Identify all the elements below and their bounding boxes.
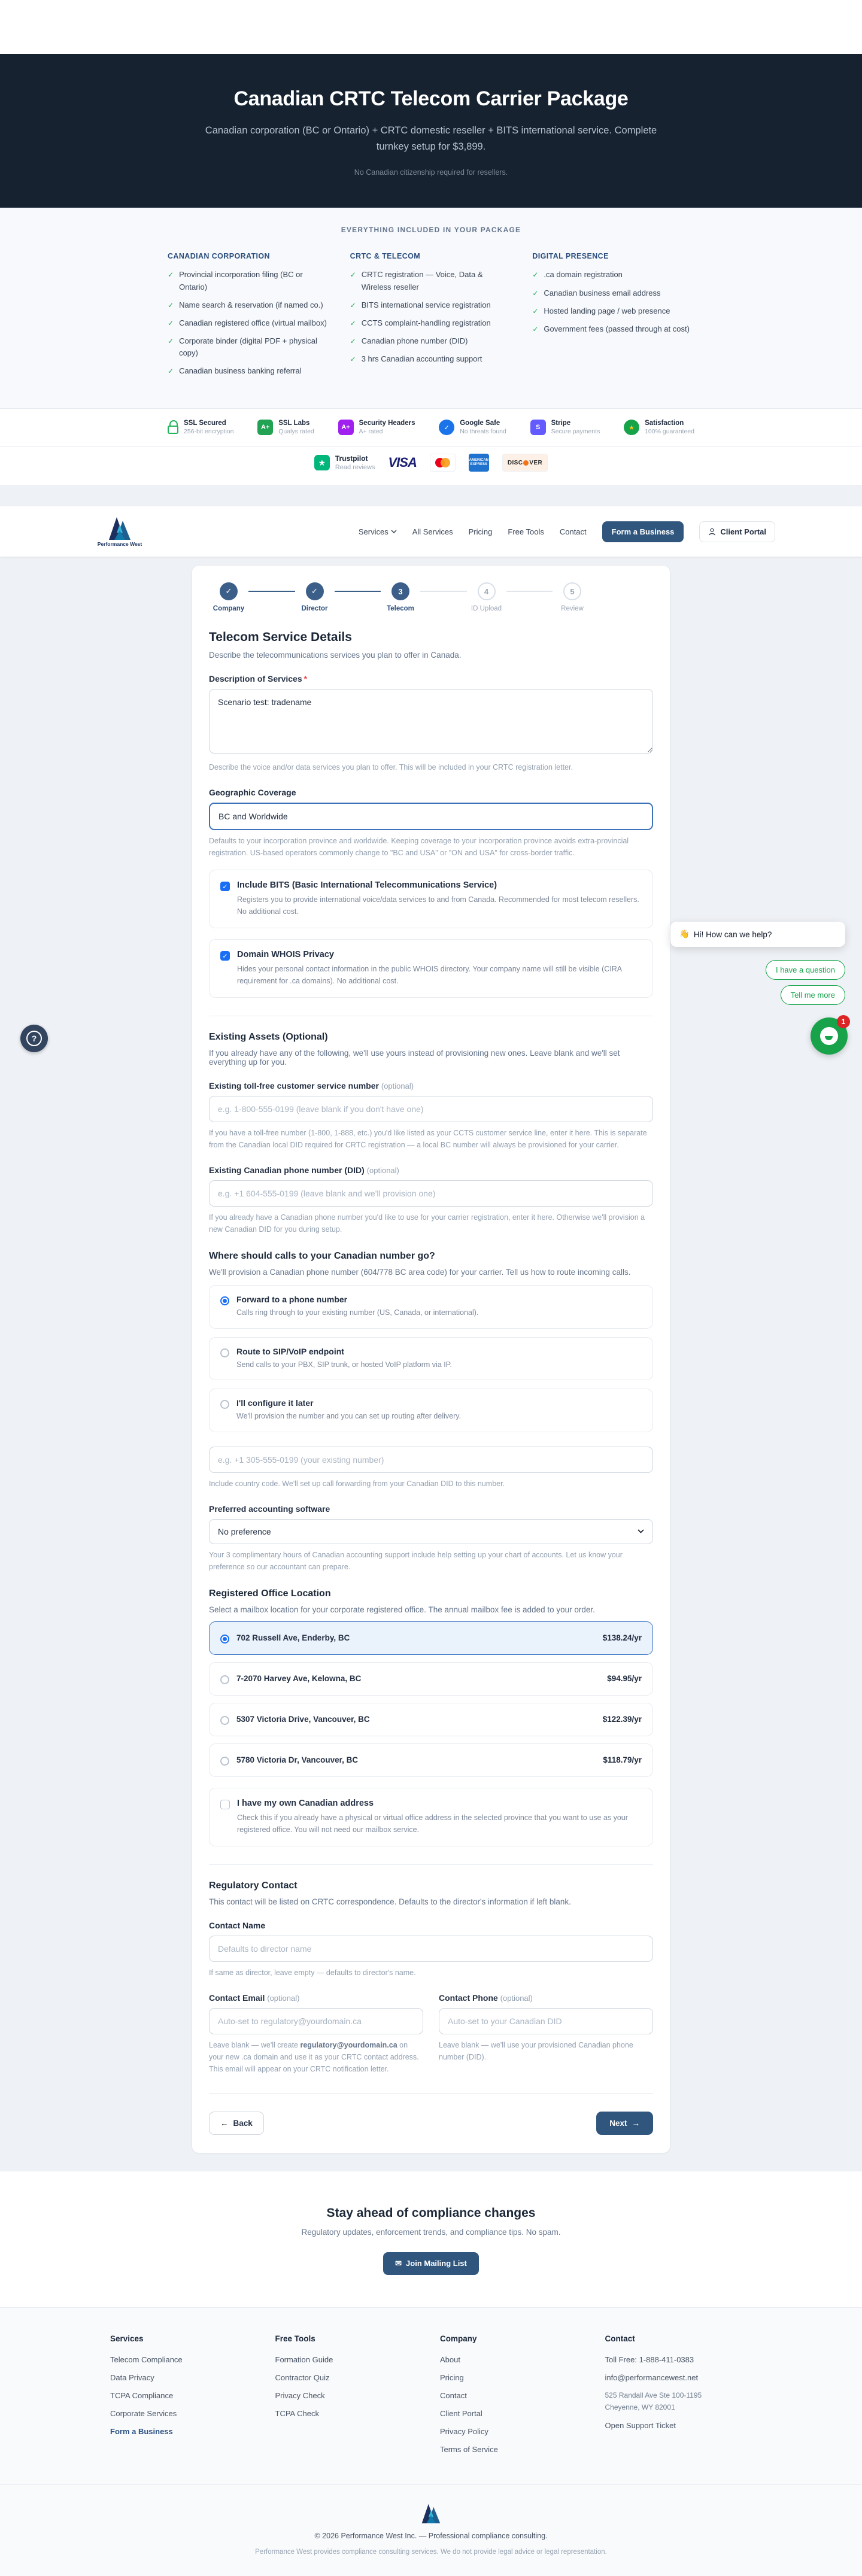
list-item-text: Government fees (passed through at cost) (544, 324, 690, 333)
list-item (350, 269, 512, 293)
list-item (168, 335, 330, 359)
existing-assets-subtitle: If you already have any of the following, we'll use yours instead of provisioning new ones. Leave blank and we'll set everything up for you. (209, 1049, 620, 1067)
footer-link-privacy-policy[interactable]: Privacy Policy (440, 2426, 488, 2436)
badge-google-safe (439, 420, 506, 435)
back-button[interactable]: ← Back (209, 2112, 264, 2135)
check-icon: ✓ (350, 318, 356, 327)
list-item (532, 305, 694, 317)
tollfree-label: Existing toll-free customer service number (optional) (209, 1081, 414, 1091)
footer-link-formation-guide[interactable]: Formation Guide (275, 2355, 333, 2364)
brand-logo[interactable] (87, 516, 153, 547)
radio-icon[interactable] (220, 1348, 229, 1357)
divider (209, 1864, 653, 1865)
list-item (350, 353, 512, 365)
trustpilot-badge[interactable] (314, 454, 375, 471)
step-label: ID Upload (471, 605, 502, 613)
included-column-corporation (168, 252, 330, 383)
chat-bubble-icon (820, 1027, 838, 1045)
bits-label: Include BITS (Basic International Telecommunications Service) (237, 880, 497, 891)
step-label: Company (213, 605, 245, 613)
contact-name-input[interactable] (209, 1936, 653, 1962)
radio-selected-icon[interactable] (220, 1296, 229, 1305)
coverage-label: Geographic Coverage (209, 788, 296, 798)
check-icon: ✓ (350, 271, 356, 280)
office-address: 5780 Victoria Dr, Vancouver, BC (236, 1755, 359, 1765)
list-item (350, 299, 512, 311)
chevron-down-icon (638, 1529, 644, 1533)
chat-quick-reply-question[interactable]: I have a question (766, 960, 845, 980)
footer-link-terms[interactable]: Terms of Service (440, 2444, 498, 2454)
mountain-logo-icon (107, 516, 133, 540)
radio-icon[interactable] (220, 1716, 229, 1725)
nav-item-pricing[interactable]: Pricing (468, 527, 493, 536)
hero-title: Canadian CRTC Telecom Carrier Package (233, 87, 629, 110)
optional-tag: (optional) (366, 1166, 399, 1175)
top-whitespace (0, 0, 862, 54)
step-circle: ✓ (306, 582, 324, 600)
column-title: CANADIAN CORPORATION (168, 252, 270, 261)
forward-number-input[interactable] (209, 1447, 653, 1473)
office-price: $94.95/yr (607, 1674, 642, 1684)
step-connector (420, 591, 467, 592)
nav-item-services[interactable]: Services (359, 527, 397, 536)
badge-ssl-secured (168, 420, 233, 435)
list-item (350, 317, 512, 329)
column-title: DIGITAL PRESENCE (532, 252, 609, 261)
regulatory-subtitle: This contact will be listed on CRTC correspondence. Defaults to the director's information if left blank. (209, 1897, 571, 1906)
step-review[interactable] (553, 582, 592, 612)
checkbox-checked-icon[interactable]: ✓ (220, 882, 230, 891)
optional-tag: (optional) (381, 1082, 414, 1091)
amex-logo: AMERICAN EXPRESS (469, 454, 489, 472)
check-icon: ✓ (532, 324, 539, 333)
own-address-label: I have my own Canadian address (237, 1798, 374, 1808)
list-item-text: Canadian phone number (DID) (361, 336, 468, 345)
routing-title: Where should calls to your Canadian number go? (209, 1251, 435, 1262)
footer-heading: Services (110, 2334, 144, 2343)
contact-email-input[interactable] (209, 2008, 423, 2034)
footer-address-line1: 525 Randall Ave Ste 100-1195 (605, 2390, 702, 2399)
radio-selected-icon[interactable] (220, 1635, 229, 1644)
contact-name-label: Contact Name (209, 1920, 266, 1930)
included-column-digital (532, 252, 694, 383)
list-item (168, 365, 330, 377)
coverage-help: Defaults to your incorporation province and worldwide. Keeping coverage to your incorporation province avoids extra-provincial registration. US-based operators commonly change to "BC and USA" or "ON and USA" for cross-border traffic. (209, 837, 629, 858)
footer-link-data-privacy[interactable]: Data Privacy (110, 2373, 154, 2382)
nav-item-contact[interactable]: Contact (559, 527, 587, 536)
description-label: Description of Services * (209, 674, 308, 684)
check-icon: ✓ (350, 337, 356, 345)
routing-option-forward[interactable] (209, 1285, 653, 1328)
stripe-icon: S (530, 420, 546, 435)
badge-stripe (530, 420, 600, 435)
contact-phone-input[interactable] (439, 2008, 653, 2034)
office-option-victoria-drive[interactable] (209, 1703, 653, 1736)
wave-icon: 👋 (679, 929, 690, 938)
badge-title: Security Headers (359, 420, 415, 427)
chat-greeting-bubble[interactable] (670, 922, 845, 947)
brand-name: Performance West (97, 541, 142, 548)
checkbox-checked-icon[interactable]: ✓ (220, 951, 230, 961)
existing-assets-title: Existing Assets (Optional) (209, 1032, 328, 1043)
discover-circle-icon (523, 460, 529, 466)
footer-link-tcpa-compliance[interactable]: TCPA Compliance (110, 2390, 174, 2400)
footer-link-contractor-quiz[interactable]: Contractor Quiz (275, 2373, 330, 2382)
radio-icon[interactable] (220, 1400, 229, 1409)
own-address-checkbox-card[interactable] (209, 1788, 653, 1846)
list-item (532, 269, 694, 281)
list-item-text: CCTS complaint-handling registration (361, 318, 491, 327)
list-item-text: BITS international service registration (361, 300, 491, 309)
mailing-cta-section (0, 2171, 862, 2307)
chat-launcher-button[interactable] (811, 1017, 848, 1055)
did-input[interactable] (209, 1180, 653, 1207)
list-item-text: 3 hrs Canadian accounting support (361, 354, 482, 364)
badge-title: Satisfaction (645, 420, 684, 427)
check-shield-icon: ✓ (439, 420, 454, 435)
badge-sub: Secure payments (551, 428, 600, 436)
next-button[interactable]: Next → (596, 2112, 653, 2135)
bits-desc: Registers you to provide international voice/data services to and from Canada. Recommended for most telecom resellers. No additional cost. (237, 895, 639, 916)
accounting-selected-value: No preference (218, 1526, 271, 1536)
bits-checkbox-card[interactable] (209, 870, 653, 928)
list-item-text: Canadian business banking referral (179, 366, 302, 376)
badge-sub: No threats found (460, 428, 506, 436)
required-asterisk: * (303, 674, 308, 684)
check-icon: ✓ (350, 355, 356, 364)
check-icon: ✓ (532, 306, 539, 315)
client-portal-button[interactable] (699, 521, 775, 542)
step-connector (248, 591, 295, 592)
routing-option-label: Forward to a phone number (236, 1295, 348, 1305)
footer-link-tcpa-check[interactable]: TCPA Check (275, 2408, 319, 2418)
form-a-business-button[interactable]: Form a Business (602, 521, 684, 542)
routing-option-sip[interactable] (209, 1337, 653, 1380)
list-item-text: CRTC registration — Voice, Data & Wireless reseller (361, 270, 483, 291)
trustpilot-star-icon: ★ (314, 455, 330, 470)
star-icon: ★ (624, 420, 639, 435)
chat-unread-badge: 1 (837, 1015, 850, 1028)
badge-sub: 256-bit encryption (184, 428, 234, 436)
whois-label: Domain WHOIS Privacy (237, 950, 334, 960)
tollfree-help: If you have a toll-free number (1-800, 1-888, etc.) you'd like listed as your CCTS customer service line, enter it here. This is separate from the Canadian local DID required for CRTC registration — a local BC number will always be provisioned for your carrier. (209, 1129, 647, 1150)
office-title: Registered Office Location (209, 1588, 331, 1599)
list-item (168, 269, 330, 293)
routing-option-desc: Calls ring through to your existing number (US, Canada, or international). (236, 1308, 479, 1317)
radio-icon[interactable] (220, 1757, 229, 1766)
office-address: 5307 Victoria Drive, Vancouver, BC (236, 1715, 370, 1724)
description-textarea[interactable] (209, 689, 653, 754)
optional-tag: (optional) (500, 1993, 533, 2003)
wizard-panel (192, 565, 670, 2153)
footer-col-contact (605, 2334, 752, 2463)
page-subtitle: Describe the telecommunications services you plan to offer in Canada. (209, 651, 462, 660)
routing-option-desc: We'll provision the number and you can set up routing after delivery. (236, 1412, 462, 1421)
badge-satisfaction (624, 420, 694, 435)
step-connector (335, 591, 381, 592)
hero-section (0, 54, 862, 208)
accounting-help: Your 3 complimentary hours of Canadian accounting support include help setting up your chart of accounts. Let us know your preference so our accountant can prepare. (209, 1550, 623, 1571)
payments-strip (0, 446, 862, 485)
footer-col-company (440, 2334, 587, 2463)
included-column-telecom (350, 252, 512, 383)
list-item (532, 323, 694, 335)
discover-logo: DISC VER (502, 454, 548, 472)
list-item-text: .ca domain registration (544, 270, 623, 280)
office-price: $122.39/yr (602, 1715, 642, 1724)
contact-email-field (209, 1993, 423, 2075)
chat-quick-reply-more[interactable]: Tell me more (781, 985, 845, 1005)
office-price: $138.24/yr (602, 1633, 642, 1643)
own-address-desc: Check this if you already have a physical or virtual office address in the selected province that you want to use as your registered office. You will not need our mailbox service. (237, 1813, 628, 1834)
step-label: Review (561, 605, 584, 613)
tollfree-input[interactable] (209, 1096, 653, 1122)
footer-link-corporate-services[interactable]: Corporate Services (110, 2408, 177, 2418)
routing-subtitle: We'll provision a Canadian phone number (604/778 BC area code) for your carrier. Tell us how to route incoming calls. (209, 1268, 631, 1277)
hero-subtitle: Canadian corporation (BC or Ontario) + CRTC domestic reseller + BITS international service. Complete turnkey setup for $3,899. (205, 125, 657, 153)
list-item-text: Corporate binder (digital PDF + physical copy) (179, 336, 317, 358)
forward-number-help: Include country code. We'll set up call forwarding from your Canadian DID to this number. (209, 1479, 505, 1488)
badge-title: SSL Labs (278, 420, 310, 427)
badge-ssl-labs (257, 420, 314, 435)
routing-option-label: I'll configure it later (236, 1398, 314, 1408)
step-telecom[interactable] (381, 582, 420, 612)
included-section (0, 208, 862, 409)
nav-item-all-services[interactable]: All Services (412, 527, 453, 536)
footer-heading: Company (440, 2334, 477, 2343)
section-gap (0, 485, 862, 506)
footer-support-ticket[interactable]: Open Support Ticket (605, 2420, 676, 2430)
page-title: Telecom Service Details (209, 630, 352, 645)
whois-checkbox-card[interactable] (209, 939, 653, 998)
list-item (532, 287, 694, 299)
progress-stepper (209, 579, 592, 615)
office-option-victoria-dr[interactable] (209, 1743, 653, 1777)
chat-greeting-text: Hi! How can we help? (693, 929, 772, 939)
list-item (350, 335, 512, 347)
hero-note: No Canadian citizenship required for resellers. (354, 168, 508, 177)
office-price: $118.79/yr (603, 1755, 642, 1765)
description-help: Describe the voice and/or data services you plan to offer. This will be included in your CRTC registration letter. (209, 763, 573, 772)
office-option-enderby[interactable] (209, 1621, 653, 1655)
routing-option-label: Route to SIP/VoIP endpoint (236, 1346, 344, 1356)
included-heading: EVERYTHING INCLUDED IN YOUR PACKAGE (341, 226, 521, 235)
footer-link-client-portal[interactable]: Client Portal (440, 2408, 482, 2418)
trustpilot-link[interactable]: Read reviews (335, 464, 375, 472)
footer-link-privacy-check[interactable]: Privacy Check (275, 2390, 325, 2400)
step-circle: ✓ (220, 582, 238, 600)
list-item-text: Canadian registered office (virtual mailbox) (179, 318, 327, 327)
step-company[interactable] (209, 582, 248, 612)
footer-copyright: © 2026 Performance West Inc. — Professional compliance consulting. (314, 2531, 548, 2540)
included-columns (168, 252, 694, 383)
cta-subtitle: Regulatory updates, enforcement trends, and compliance tips. No spam. (301, 2227, 561, 2237)
contact-email-help: Leave blank — we'll create regulatory@yourdomain.ca on your new .ca domain and use it as your CRTC contact address. This email will appear on your CRTC notification letter. (209, 2040, 419, 2073)
check-icon: ✓ (168, 367, 174, 376)
footer-address-line2: Cheyenne, WY 82001 (605, 2402, 675, 2411)
step-circle: 3 (391, 582, 409, 600)
routing-option-desc: Send calls to your PBX, SIP trunk, or hosted VoIP platform via IP. (236, 1360, 452, 1369)
office-subtitle: Select a mailbox location for your corporate registered office. The annual mailbox fee is added to your order. (209, 1605, 595, 1614)
join-mailing-list-button[interactable]: ✉ Join Mailing List (383, 2252, 479, 2275)
footer-link-telecom-compliance[interactable]: Telecom Compliance (110, 2355, 183, 2364)
list-item-text: Name search & reservation (if named co.) (179, 300, 323, 309)
badge-title: Google Safe (460, 420, 500, 427)
badge-sub: 100% guaranteed (645, 428, 694, 436)
contact-phone-field (439, 1993, 653, 2075)
chevron-down-icon (391, 530, 397, 533)
visa-logo: VISA (388, 455, 417, 470)
did-label: Existing Canadian phone number (DID) (optional) (209, 1165, 399, 1175)
accounting-label: Preferred accounting software (209, 1503, 330, 1514)
list-item-text: Provincial incorporation filing (BC or Ontario) (179, 270, 303, 291)
step-circle: 4 (478, 582, 496, 600)
check-icon: ✓ (350, 300, 356, 309)
step-circle: 5 (563, 582, 581, 600)
coverage-input[interactable] (209, 803, 653, 830)
office-address: 702 Russell Ave, Enderby, BC (236, 1633, 350, 1643)
regulatory-title: Regulatory Contact (209, 1880, 298, 1891)
step-label: Telecom (387, 605, 414, 613)
client-portal-label: Client Portal (720, 527, 766, 536)
footer-link-about[interactable]: About (440, 2355, 460, 2364)
whois-desc: Hides your personal contact information in the public WHOIS directory. Your company name will still be visible (CIRA requirement for .ca domains). No additional cost. (237, 965, 622, 986)
mountain-logo-icon (420, 2503, 442, 2523)
step-connector (506, 591, 553, 592)
step-id-upload[interactable] (467, 582, 506, 612)
checkbox-unchecked-icon[interactable] (220, 1800, 230, 1809)
question-mark-icon: ? (26, 1031, 42, 1046)
mastercard-logo (430, 454, 456, 472)
optional-tag: (optional) (267, 1993, 300, 2003)
a-plus-icon: A+ (338, 420, 354, 435)
office-option-kelowna[interactable] (209, 1662, 653, 1696)
step-director[interactable] (295, 582, 335, 612)
mail-icon: ✉ (395, 2258, 402, 2268)
badge-sub: A+ rated (359, 428, 383, 436)
list-item (168, 299, 330, 311)
lock-icon (168, 426, 178, 434)
footer-heading: Contact (605, 2334, 635, 2343)
radio-icon[interactable] (220, 1675, 229, 1684)
badge-sub: Qualys rated (278, 428, 314, 436)
footer-email[interactable]: info@performancewest.net (605, 2373, 699, 2382)
contact-name-help: If same as director, leave empty — defaults to director's name. (209, 1968, 416, 1977)
trustpilot-title: Trustpilot (335, 454, 368, 463)
check-icon: ✓ (532, 271, 539, 280)
check-icon: ✓ (168, 337, 174, 345)
badge-security-headers (338, 420, 415, 435)
accounting-software-select[interactable] (209, 1519, 653, 1544)
check-icon: ✓ (168, 271, 174, 280)
nav-item-free-tools[interactable]: Free Tools (508, 527, 544, 536)
did-help: If you already have a Canadian phone number you'd like to use for your carrier registration, enter it here. Otherwise we'll provision a new Canadian DID for you during setup. (209, 1213, 645, 1234)
contact-phone-help: Leave blank — we'll use your provisioned Canadian phone number (DID). (439, 2040, 633, 2061)
footer-link-contact[interactable]: Contact (440, 2390, 467, 2400)
list-item-text: Hosted landing page / web presence (544, 306, 670, 315)
list-item-text: Canadian business email address (544, 288, 661, 297)
main-area (0, 557, 862, 2171)
badge-title: SSL Secured (184, 420, 226, 427)
footer-heading: Free Tools (275, 2334, 315, 2343)
check-icon: ✓ (168, 300, 174, 309)
person-icon (708, 528, 716, 536)
footer-logo (0, 2503, 862, 2523)
divider (209, 2093, 653, 2094)
office-address: 7-2070 Harvey Ave, Kelowna, BC (236, 1674, 362, 1684)
footer-link-form-a-business[interactable]: Form a Business (110, 2426, 173, 2436)
cta-title: Stay ahead of compliance changes (326, 2206, 536, 2220)
a-plus-icon: A+ (257, 420, 273, 435)
footer-col-free-tools (275, 2334, 423, 2463)
arrow-right-icon: → (632, 2118, 640, 2128)
footer-disclaimer: Performance West provides compliance consulting services. We do not provide legal advice or legal representation. (255, 2548, 607, 2556)
footer-col-services (110, 2334, 257, 2463)
check-icon: ✓ (532, 288, 539, 297)
contact-email-label: Contact Email (optional) (209, 1992, 300, 2003)
help-button[interactable] (20, 1025, 48, 1052)
check-icon: ✓ (168, 318, 174, 327)
routing-option-later[interactable] (209, 1389, 653, 1432)
arrow-left-icon: ← (220, 2118, 229, 2128)
trust-badges-strip (0, 409, 862, 446)
contact-phone-label: Contact Phone (optional) (439, 1992, 533, 2003)
footer-link-pricing[interactable]: Pricing (440, 2373, 464, 2382)
step-label: Director (301, 605, 328, 613)
footer-phone[interactable]: Toll Free: 1-888-411-0383 (605, 2355, 694, 2364)
navbar (0, 506, 862, 557)
footer (0, 2307, 862, 2576)
list-item (168, 317, 330, 329)
column-title: CRTC & TELECOM (350, 252, 421, 261)
badge-title: Stripe (551, 420, 571, 427)
